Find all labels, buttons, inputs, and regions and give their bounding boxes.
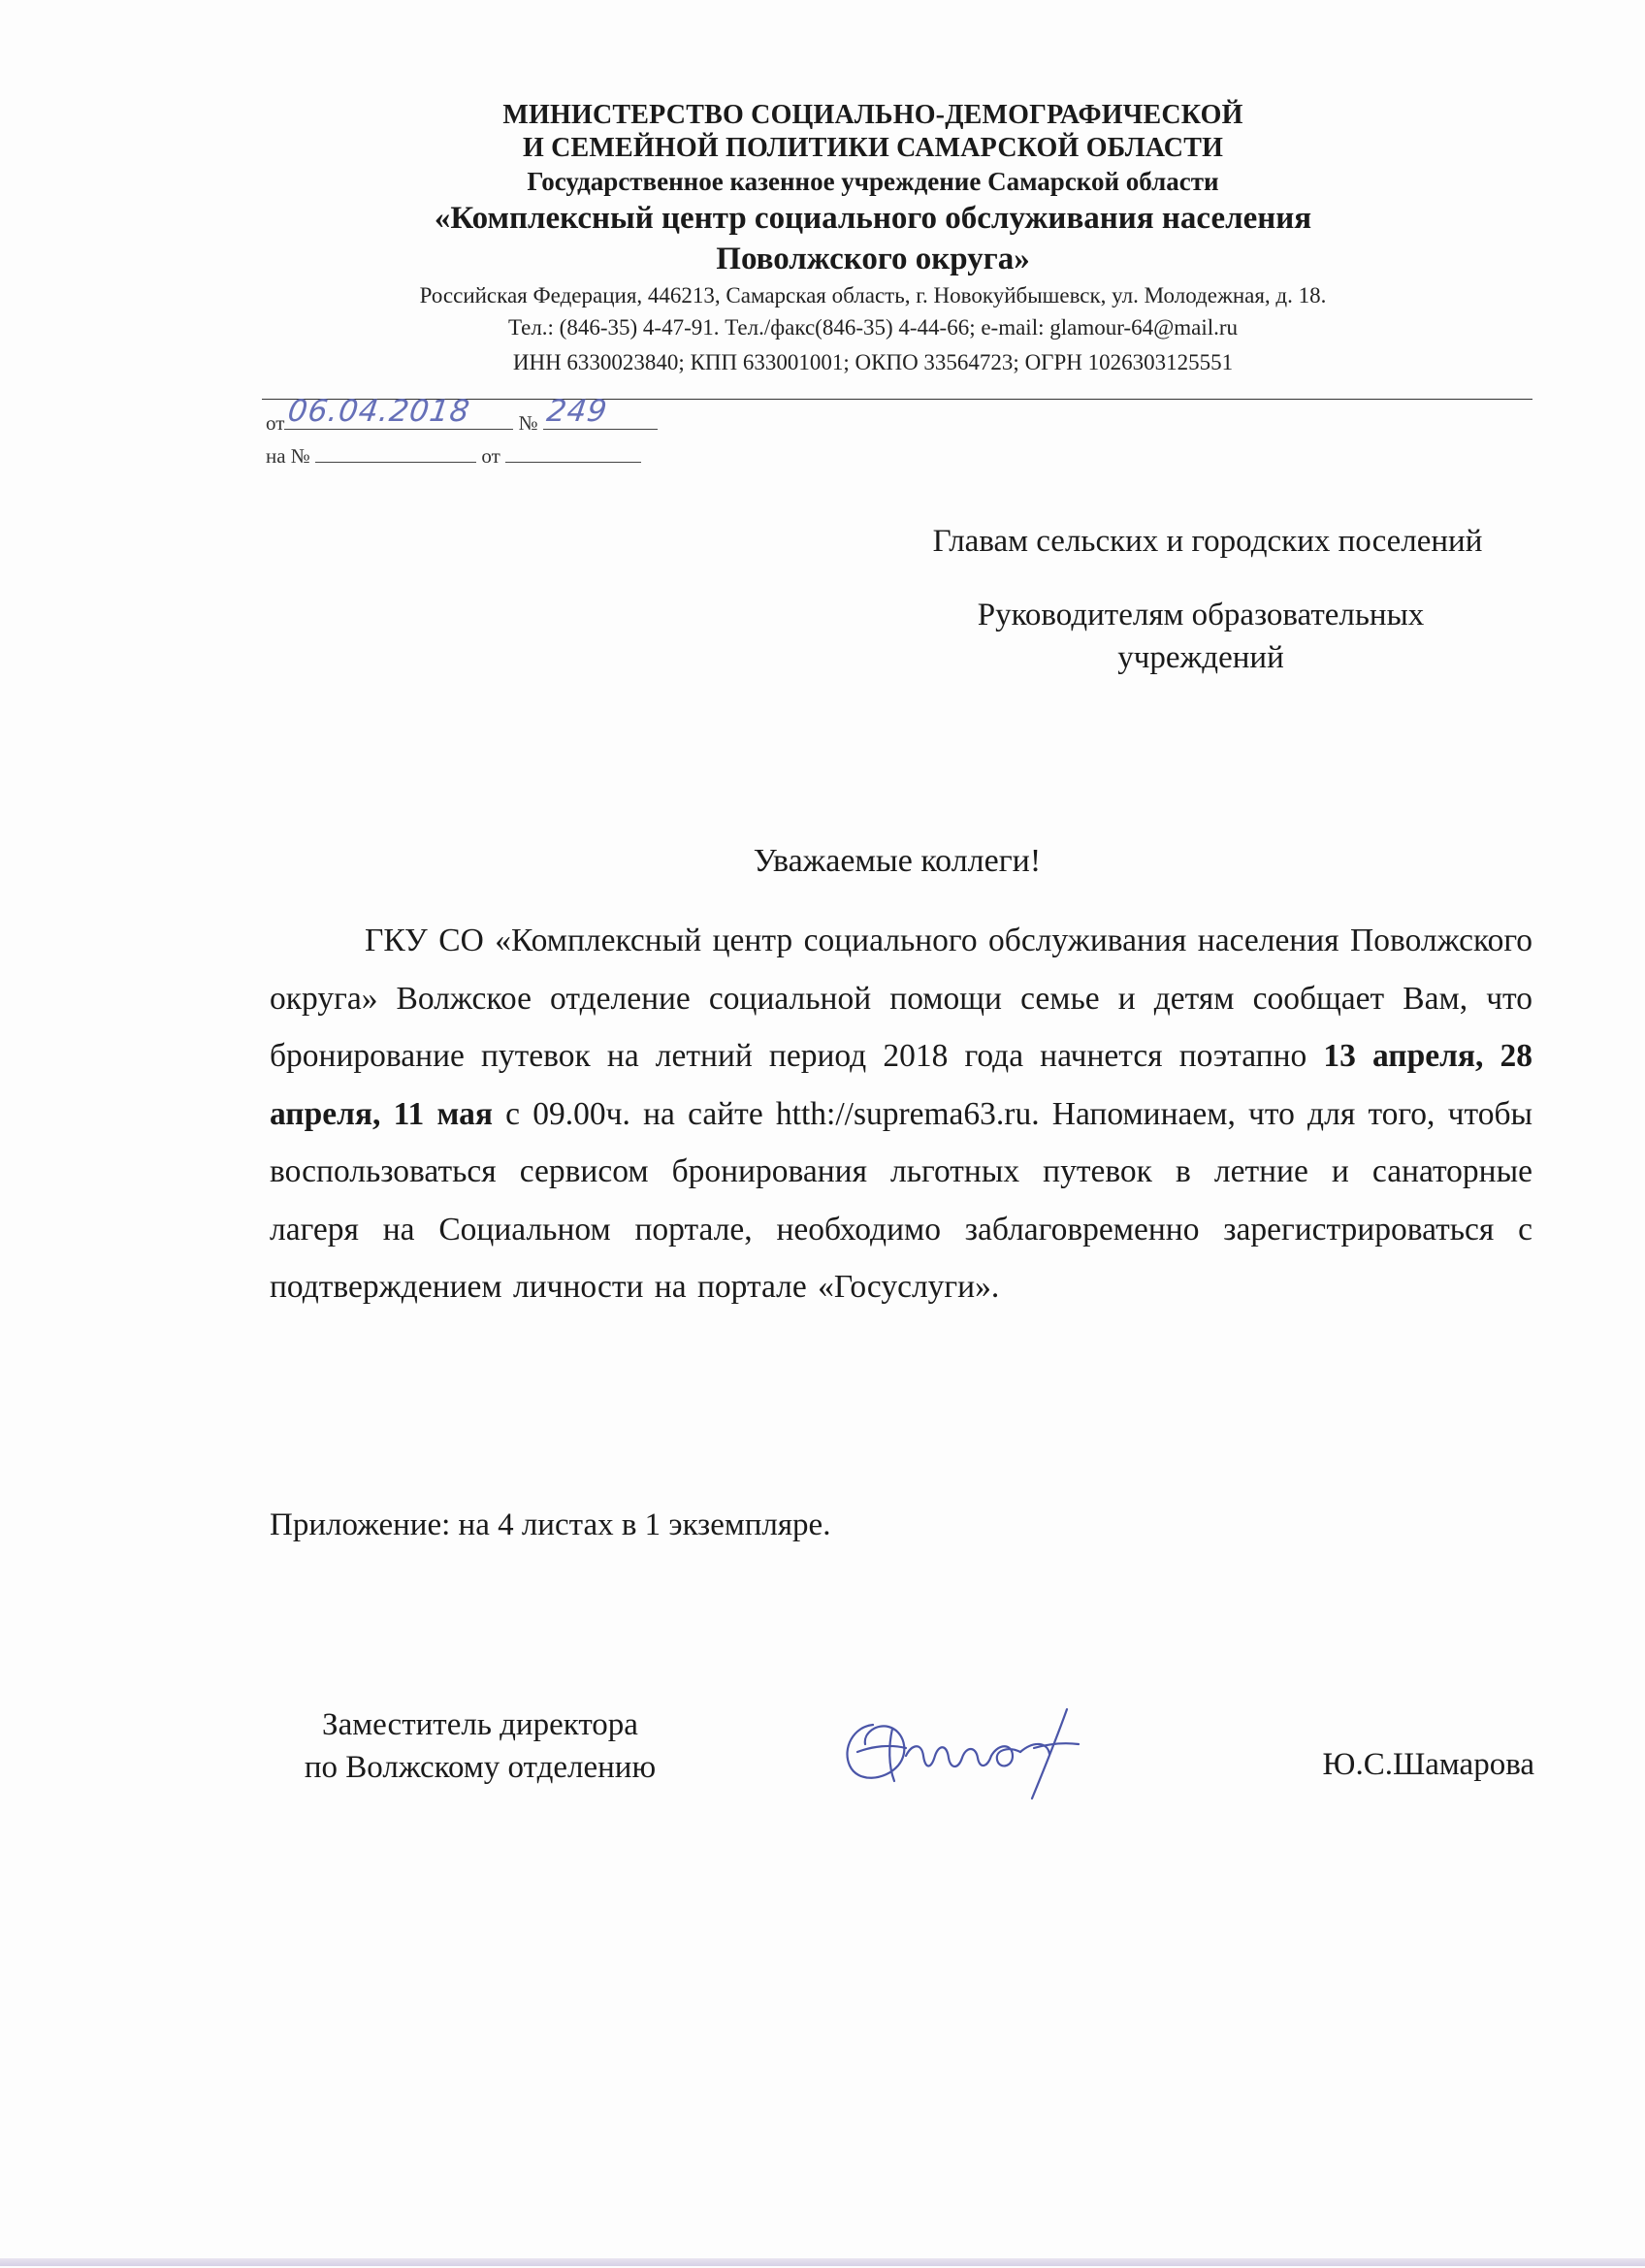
booking-date-1: 13 апреля, [1323,1038,1484,1074]
scan-edge [0,2258,1645,2266]
attachment-note: Приложение: на 4 листах в 1 экземпляре. [270,1507,831,1542]
position-line-2: по Волжскому отделению [304,1750,657,1785]
address: Российская Федерация, 446213, Самарская область, г. Новокуйбышевск, ул. Молодежная, д. 18. [419,283,1327,308]
booking-date-2: 28 апреля, [270,1038,1533,1132]
date-handwritten: 06.04.2018 [285,394,473,429]
body-paragraph [270,912,1532,1316]
center-name-line-1: «Комплексный центр социального обслуживания населения [434,201,1312,236]
outgoing-reference [266,394,658,436]
body-text-part-2: с 09.00ч. на сайте htth://suprema63.ru. Напоминаем, что для того, чтобы воспользоваться сервисом бронирования льготных путевок в летние и санаторные лагеря на Социальном портале, необходимо заблаговременно зарегистрироваться с подтверждением личности на портале «Госуслуги». [270,1095,1532,1305]
signatory-name: Ю.С.Шамарова [1322,1747,1534,1782]
letterhead [262,99,1484,378]
addressee-line-2: учреждений [1117,640,1284,675]
reply-date-label: от [481,444,500,468]
date-field [284,394,513,430]
institution-type: Государственное казенное учреждение Самарской области [527,167,1219,196]
incoming-reference [266,438,641,469]
ministry-name-line-1: МИНИСТЕРСТВО СОЦИАЛЬНО-ДЕМОГРАФИЧЕСКОЙ [502,100,1243,130]
reply-number-label: на № [266,444,310,468]
body-text-part-1: ГКУ СО «Комплексный центр социального обслуживания населения Поволжского округа» Волжское отделение социальной помощи семье и детям сообщает Вам, что бронирование путевок на летний период 2018 года начнется поэтапно [270,923,1532,1074]
number-field [543,394,658,430]
signatory-position [262,1703,698,1789]
greeting: Уважаемые коллеги! [753,843,1042,879]
booking-date-3: 11 мая [393,1095,493,1132]
handwritten-signature [834,1688,1106,1804]
reply-date-field [505,438,641,463]
number-label: № [518,411,538,435]
date-label: от [266,411,285,435]
position-line-1: Заместитель директора [322,1707,638,1742]
addressee-heads-of-settlements: Главам сельских и городских поселений [932,524,1483,559]
ministry-name-line-2: И СЕМЕЙНОЙ ПОЛИТИКИ САМАРСКОЙ ОБЛАСТИ [522,133,1224,163]
contacts: Тел.: (846-35) 4-47-91. Тел./факс(846-35) 4-44-66; e-mail: glamour-64@mail.ru [507,315,1239,340]
reply-number-field [315,438,476,463]
addressee-line-1: Руководителям образовательных [977,598,1425,632]
number-handwritten: 249 [544,394,610,429]
registration-codes: ИНН 6330023840; КПП 633001001; ОКПО 33564723; ОГРН 1026303125551 [512,350,1234,374]
center-name-line-2: Поволжского округа» [716,242,1030,276]
addressee-heads-of-schools [910,594,1492,679]
